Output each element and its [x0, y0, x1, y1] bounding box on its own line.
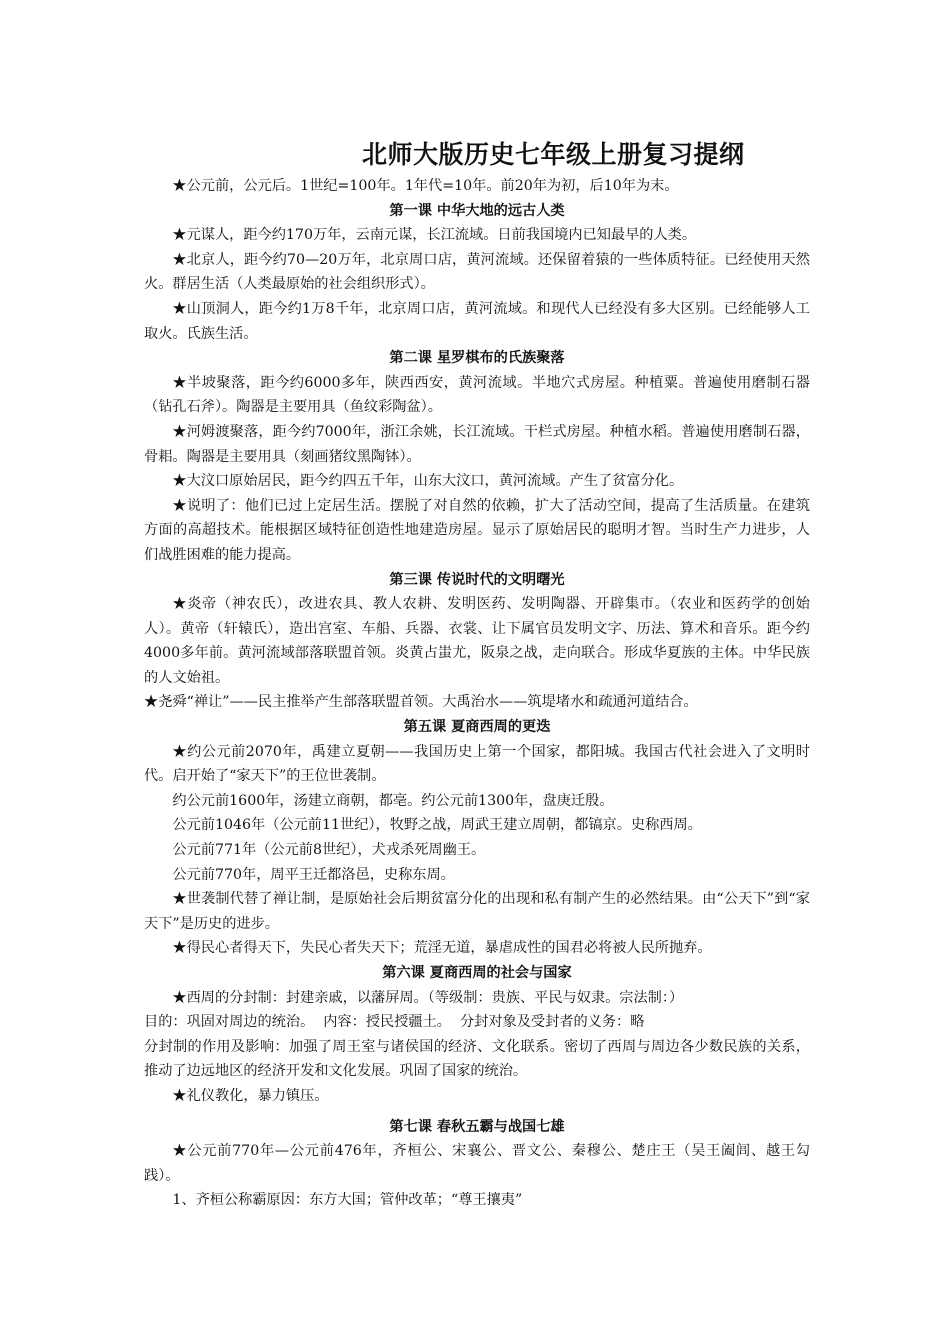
paragraph: 1、齐桓公称霸原因：东方大国；管仲改革；“尊王攘夷”	[172, 1192, 523, 1209]
paragraph: ★礼仪教化，暴力镇压。	[172, 1087, 329, 1104]
paragraph: ★北京人，距今约70—20万年，北京周口店，黄河流域。还保留着猿的一些体质特征。已经使用天然火。群居生活（人类最原始的社会组织形式）。	[144, 251, 810, 293]
intro-paragraph: ★公元前，公元后。1世纪=100年。1年代=10年。前20年为初，后10年为末。	[172, 178, 679, 194]
paragraph: ★山顶洞人，距今约1万8千年，北京周口店，黄河流域。和现代人已经没有多大区别。已经能够人工取火。氏族生活。	[144, 300, 810, 342]
paragraph: 目的：巩固对周边的统治。 内容：授民授疆土。 分封对象及受封者的义务：略	[144, 1014, 645, 1031]
lesson-heading: 第一课 中华大地的远古人类	[389, 202, 565, 219]
document-title: 北师大版历史七年级上册复习提纲	[362, 140, 745, 169]
paragraph: 公元前1046年（公元前11世纪），牧野之战，周武王建立周朝，都镐京。史称西周。	[172, 817, 702, 834]
lesson-heading: 第六课 夏商西周的社会与国家	[382, 965, 572, 981]
lesson-heading: 第二课 星罗棋布的氏族聚落	[389, 350, 565, 367]
paragraph: ★尧舜“禅让”——民主推举产生部落联盟首领。大禹治水——筑堤堵水和疏通河道结合。	[144, 694, 698, 711]
paragraph: ★元谋人，距今约170万年，云南元谋，长江流域。日前我国境内已知最早的人类。	[172, 227, 697, 244]
paragraph: ★世袭制代替了禅让制，是原始社会后期贫富分化的出现和私有制产生的必然结果。由“公天下”到“家天下”是历史的进步。	[144, 891, 810, 932]
document-body	[144, 174, 810, 1213]
lesson-heading: 第三课 传说时代的文明曙光	[389, 571, 565, 588]
paragraph: ★河姆渡聚落，距今约7000年，浙江余姚，长江流域。干栏式房屋。种植水稻。普遍使用磨制石器，骨耜。陶器是主要用具（刻画猪纹黑陶钵）。	[144, 423, 810, 465]
paragraph: ★得民心者得天下，失民心者失天下；荒淫无道，暴虐成性的国君必将被人民所抛弃。	[172, 940, 712, 957]
paragraph: ★西周的分封制：封建亲戚，以藩屏周。（等级制：贵族、平民与奴隶。宗法制：）	[172, 989, 684, 1006]
paragraph: ★公元前770年—公元前476年，齐桓公、宋襄公、晋文公、秦穆公、楚庄王（吴王阖闾、越王勾践）。	[144, 1143, 810, 1184]
paragraph: ★炎帝（神农氏），改进农具、教人农耕、发明医药、发明陶器、开辟集市。（农业和医药学的创始人）。黄帝（轩辕氏），造出宫室、车船、兵器、衣裳、让下属官员发明文字、历法、算术和音乐。距今约4000多年前。黄河流域部落联盟首领。炎黄占蚩尤，阪泉之战，走向联合。形成华夏族的主体。中华民族的人文始祖。	[144, 596, 810, 686]
paragraph: 公元前770年，周平王迁都洛邑，史称东周。	[172, 866, 455, 883]
lesson-heading: 第七课 春秋五霸与战国七雄	[389, 1118, 565, 1135]
paragraph: 公元前771年（公元前8世纪），犬戎杀死周幽王。	[172, 842, 486, 859]
paragraph: ★约公元前2070年，禹建立夏朝——我国历史上第一个国家，都阳城。我国古代社会进入了文明时代。启开始了“家天下”的王位世袭制。	[144, 743, 810, 785]
paragraph: ★半坡聚落，距今约6000多年，陕西西安，黄河流域。半地穴式房屋。种植粟。普遍使用磨制石器（钻孔石斧）。陶器是主要用具（鱼纹彩陶盆）。	[144, 374, 810, 416]
paragraph: 分封制的作用及影响：加强了周王室与诸侯国的经济、文化联系。密切了西周与周边各少数民族的关系，推动了边远地区的经济开发和文化发展。巩固了国家的统治。	[144, 1038, 810, 1080]
paragraph: 约公元前1600年，汤建立商朝，都亳。约公元前1300年，盘庚迁殷。	[172, 792, 614, 809]
paragraph: ★说明了：他们已过上定居生活。摆脱了对自然的依赖，扩大了活动空间，提高了生活质量。在建筑方面的高超技术。能根据区域特征创造性地建造房屋。显示了原始居民的聪明才智。当时生产力进步，人们战胜困难的能力提高。	[144, 497, 810, 563]
lesson-heading: 第五课 夏商西周的更迭	[403, 719, 551, 736]
paragraph: ★大汶口原始居民，距今约四五千年，山东大汶口，黄河流域。产生了贫富分化。	[172, 473, 684, 490]
